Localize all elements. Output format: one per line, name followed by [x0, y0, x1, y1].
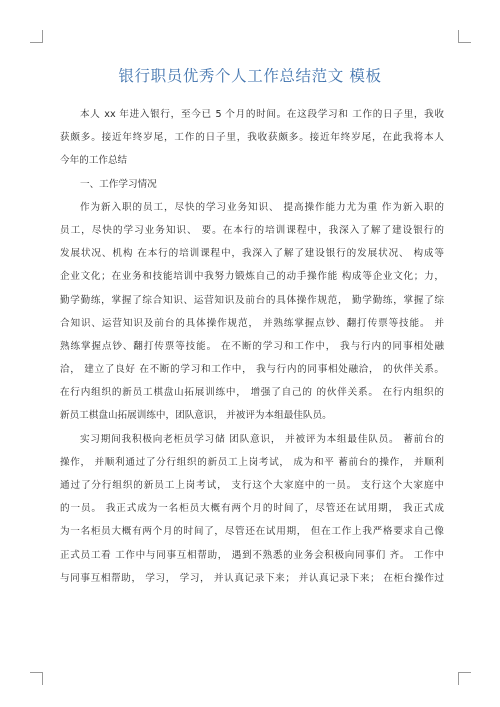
body-line: 员工，尽快的学习业务知识、 要。在本行的培训课程中，我深入了解了建设银行的 — [60, 224, 444, 236]
body-line: 勤学勤练，掌握了综合知识、运营知识及前台的具体操作规范， 勤学勤练，掌握了综 — [60, 294, 444, 306]
body-line: 与同事互相帮助， 学习， 学习， 并认真记录下来； 并认真记录下来； 在柜台操作过 — [60, 572, 444, 584]
body-line: 合知识、运营知识及前台的具体操作规范， 并熟练掌握点钞、翻打传票等技能。 并 — [60, 317, 444, 329]
body-line: 作为新入职的员工，尽快的学习业务知识、 提高操作能力尤为重 作为新入职的 — [80, 201, 444, 213]
body-line: 实习期间我积极向老柜员学习储 团队意识， 并被评为本组最佳队员。 蓄前台的 — [80, 433, 444, 445]
body-line: 熟练掌握点钞、翻打传票等技能。 在不断的学习和工作中， 我与行内的同事相处融 — [60, 340, 444, 352]
crop-mark-top-right — [458, 30, 471, 43]
body-line: 企业文化；在业务和技能培训中我努力锻炼自己的动手操作能 构成等企业文化；力， — [60, 271, 444, 283]
body-line: 新员工棋盘山拓展训练中，团队意识， 并被评为本组最佳队员。 — [60, 410, 332, 422]
section-heading: 一、工作学习情况 — [80, 178, 157, 190]
crop-mark-bottom-right — [458, 672, 471, 685]
document-body — [60, 103, 444, 590]
body-line: 获颇多。接近年终岁尾，工作的日子里，我收获颇多。接近年终岁尾，在此我将本人 — [60, 132, 444, 144]
body-line: 为一名柜员大概有两个月的时间了，尽管还在试用期， 但在工作上我严格要求自己像 — [60, 526, 444, 538]
body-line: 本人 xx 年进入银行，至今已 5 个月的时间。在这段学习和 工作的日子里，我收 — [80, 109, 444, 120]
crop-mark-top-left — [30, 30, 43, 43]
body-line: 通过了分行组织的新员工上岗考试， 支行这个大家庭中的一员。 支行这个大家庭中 — [60, 480, 444, 491]
body-line: 正式员工看 工作中与同事互相帮助， 遇到不熟悉的业务会积极向同事们 齐。 工作中 — [60, 549, 444, 561]
crop-mark-bottom-left — [30, 672, 43, 685]
body-line: 在行内组织的新员工棋盘山拓展训练中， 增强了自己的 的伙伴关系。 在行内组织的 — [60, 387, 444, 399]
body-line: 操作， 并顺利通过了分行组织的新员工上岗考试， 成为和平 蓄前台的操作， 并顺利 — [60, 456, 444, 468]
body-line: 发展状况、机构 在本行的培训课程中，我深入了解了建设银行的发展状况、 构成等 — [60, 248, 444, 260]
body-line: 今年的工作总结 — [60, 155, 128, 167]
document-title: 银行职员优秀个人工作总结范文 模板 — [118, 67, 382, 85]
body-line: 的一员。 我正式成为一名柜员大概有两个月的时间了，尽管还在试用期， 我正式成 — [60, 503, 444, 515]
body-line: 洽， 建立了良好 在不断的学习和工作中， 我与行内的同事相处融洽， 的伙伴关系。 — [60, 364, 444, 376]
